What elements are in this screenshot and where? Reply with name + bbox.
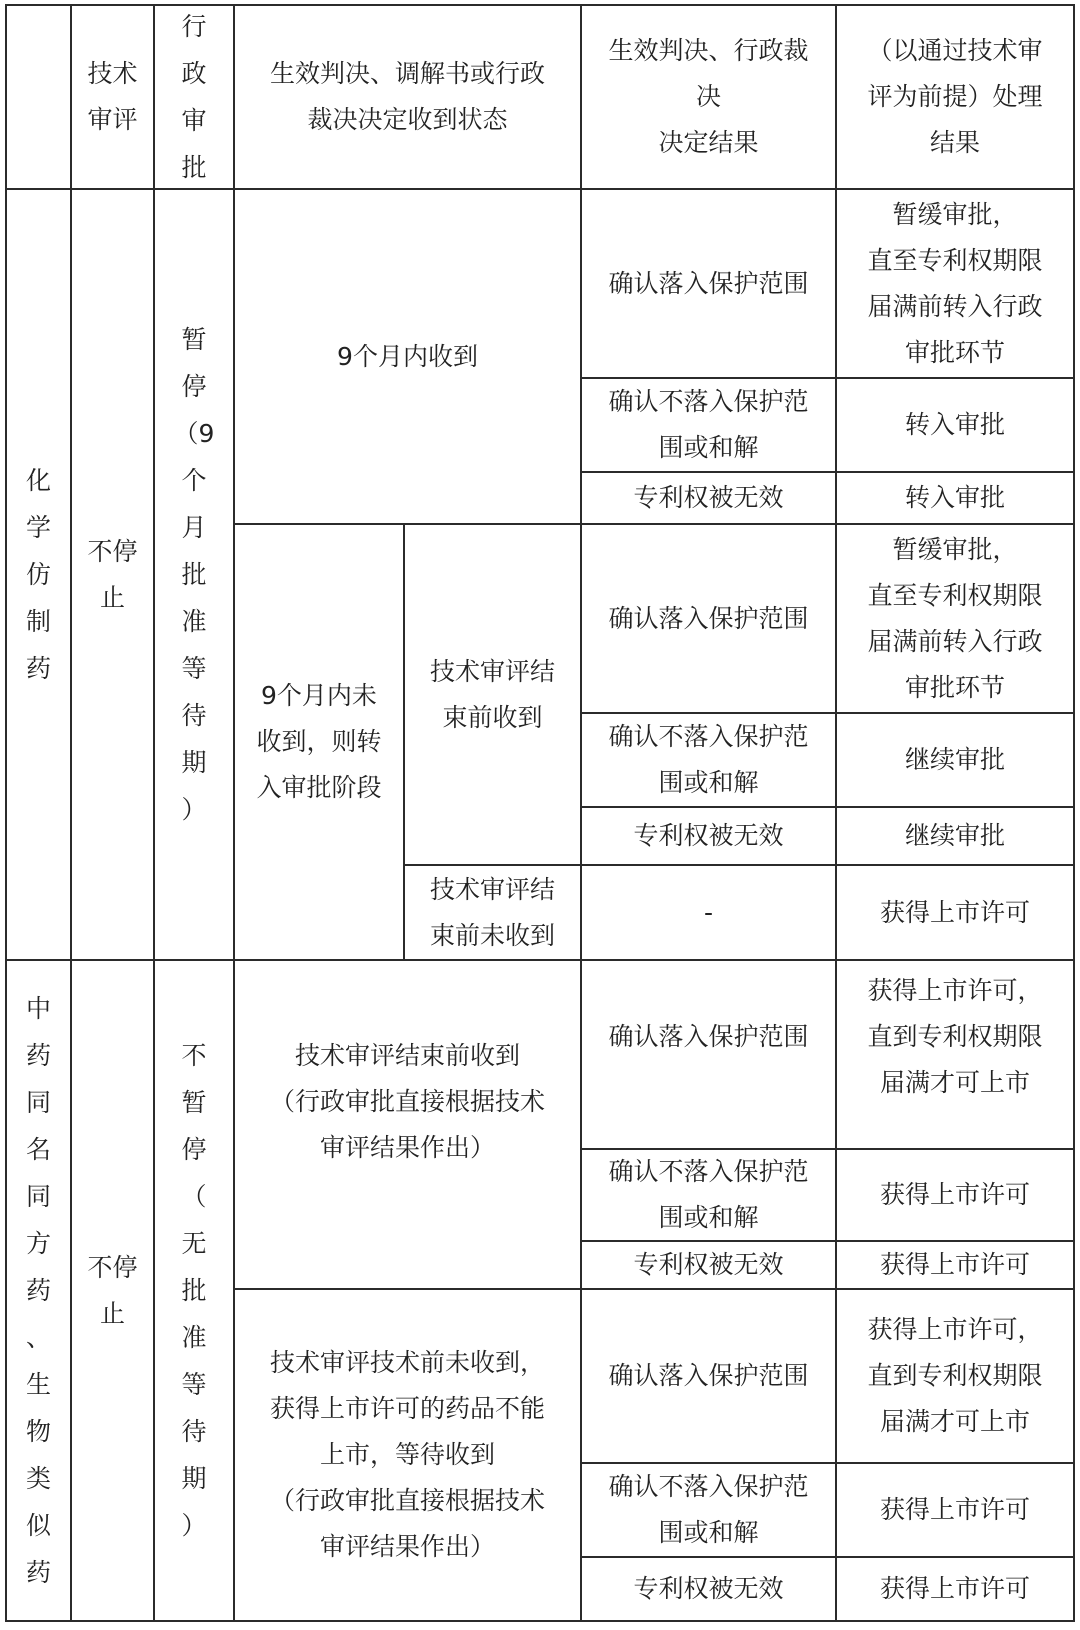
result-cell: [837, 1464, 1073, 1556]
result-cell: [837, 808, 1073, 864]
result-text: 继续审批: [904, 821, 1005, 850]
decision-text: 专利权被无效: [633, 1250, 784, 1279]
result-text: 转入审批: [904, 410, 1005, 439]
chemical-receipt-within-9m: [235, 190, 580, 523]
category-tcm-biosimilar: [7, 961, 70, 1620]
tcm-receipt-before: [235, 961, 580, 1288]
header-processing-result-text: （以通过技术审 评为前提）处理 结果: [867, 36, 1043, 157]
decision-text: 确认落入保护范围: [608, 268, 809, 298]
result-text: 暂缓审批， 直至专利权期限 届满前转入行政 审批环节: [867, 534, 1043, 702]
decision-text: 确认不落入保护范 围或和解: [608, 387, 809, 462]
decision-cell: [582, 525, 835, 712]
header-cell-blank: [7, 6, 70, 188]
tcm-tech-review-text: 不停 止: [87, 1252, 138, 1328]
chemical-tech-review: [72, 190, 153, 959]
result-text: 暂缓审批， 直至专利权期限 届满前转入行政 审批环节: [867, 199, 1043, 367]
result-text: 获得上市许可: [879, 1495, 1030, 1524]
decision-text: 确认落入保护范围: [608, 603, 809, 633]
chemical-before-review-end-text: 技术审评结 束前收到: [429, 656, 555, 732]
decision-text: -: [703, 897, 714, 927]
result-text: 转入审批: [904, 483, 1005, 512]
tcm-admin-approval: [155, 961, 233, 1620]
result-cell: [837, 961, 1073, 1148]
decision-cell: [582, 473, 835, 523]
decision-cell: [582, 379, 835, 471]
chemical-before-review-end: [405, 525, 580, 864]
tcm-receipt-not-before-text: 技术审评技术前未收到， 获得上市许可的药品不能 上市，等待收到 （行政审批直接根据技术 审评结果作出）: [269, 1348, 545, 1561]
decision-cell: [582, 866, 835, 959]
decision-cell: [582, 808, 835, 864]
result-text: 获得上市许可， 直到专利权期限 届满才可上市: [867, 1315, 1043, 1436]
result-text: 获得上市许可， 直到专利权期限 届满才可上市: [867, 975, 1043, 1097]
result-text: 继续审批: [904, 745, 1005, 774]
result-cell: [837, 1150, 1073, 1240]
decision-text: 专利权被无效: [633, 1574, 784, 1603]
tcm-admin-approval-text: 不 暂 停 （ 无 批 准 等 待 期 ）: [181, 1041, 207, 1540]
decision-text: 专利权被无效: [633, 821, 784, 850]
decision-text: 确认不落入保护范 围或和解: [608, 722, 809, 797]
result-cell: [837, 714, 1073, 806]
tcm-receipt-before-text: 技术审评结束前收到 （行政审批直接根据技术 审评结果作出）: [269, 1040, 545, 1162]
chemical-receipt-not-within-9m-text: 9个月内未 收到，则转 入审批阶段: [256, 681, 382, 802]
decision-cell: [582, 1558, 835, 1620]
decision-cell: [582, 714, 835, 806]
result-cell: [837, 190, 1073, 377]
tcm-tech-review: [72, 961, 153, 1620]
decision-text: 确认落入保护范围: [608, 1361, 809, 1390]
header-tech-review: [72, 6, 153, 188]
decision-text: 专利权被无效: [633, 483, 784, 512]
category-tcm-biosimilar-text: 中 药 同 名 同 方 药 、 生 物 类 似 药: [25, 994, 51, 1587]
chemical-not-before-review-end-text: 技术审评结 束前未收到: [429, 874, 555, 950]
decision-cell: [582, 1290, 835, 1462]
chemical-tech-review-text: 不停 止: [87, 536, 138, 612]
grid-line: [1073, 4, 1075, 1622]
header-admin-approval-text: 行 政 审 批: [181, 12, 207, 182]
header-receipt-status: [235, 6, 580, 188]
tcm-receipt-not-before: [235, 1290, 580, 1620]
decision-cell: [582, 190, 835, 377]
chemical-receipt-not-within-9m: [235, 525, 403, 959]
decision-cell: [582, 1464, 835, 1556]
decision-cell: [582, 1150, 835, 1240]
result-cell: [837, 1242, 1073, 1288]
decision-cell: [582, 961, 835, 1148]
header-tech-review-text: 技术 审评: [87, 59, 138, 134]
header-decision-result-text: 生效判决、行政裁 决 决定结果: [608, 36, 809, 157]
category-chemical-generic: [7, 190, 70, 959]
result-cell: [837, 473, 1073, 523]
header-admin-approval: [155, 6, 233, 188]
chemical-admin-approval-text: 暂 停 （9 个 月 批 准 等 待 期 ）: [173, 325, 215, 824]
decision-cell: [582, 1242, 835, 1288]
result-text: 获得上市许可: [879, 1250, 1030, 1279]
result-text: 获得上市许可: [879, 897, 1030, 927]
grid-line: [5, 1620, 1074, 1622]
header-decision-result: [582, 6, 835, 188]
result-text: 获得上市许可: [879, 1574, 1030, 1603]
header-processing-result: [837, 6, 1073, 188]
decision-text: 确认落入保护范围: [608, 1021, 809, 1051]
header-receipt-status-text: 生效判决、调解书或行政 裁决决定收到状态: [269, 59, 545, 134]
result-cell: [837, 866, 1073, 959]
chemical-not-before-review-end: [405, 866, 580, 959]
result-cell: [837, 1290, 1073, 1462]
chemical-receipt-within-9m-text: 9个月内收到: [337, 341, 478, 371]
decision-text: 确认不落入保护范 围或和解: [608, 1472, 809, 1547]
result-cell: [837, 525, 1073, 712]
result-cell: [837, 1558, 1073, 1620]
result-text: 获得上市许可: [879, 1180, 1030, 1209]
chemical-admin-approval: [155, 190, 233, 959]
decision-text: 确认不落入保护范 围或和解: [608, 1157, 809, 1232]
result-cell: [837, 379, 1073, 471]
category-chemical-generic-text: 化 学 仿 制 药: [25, 466, 51, 683]
